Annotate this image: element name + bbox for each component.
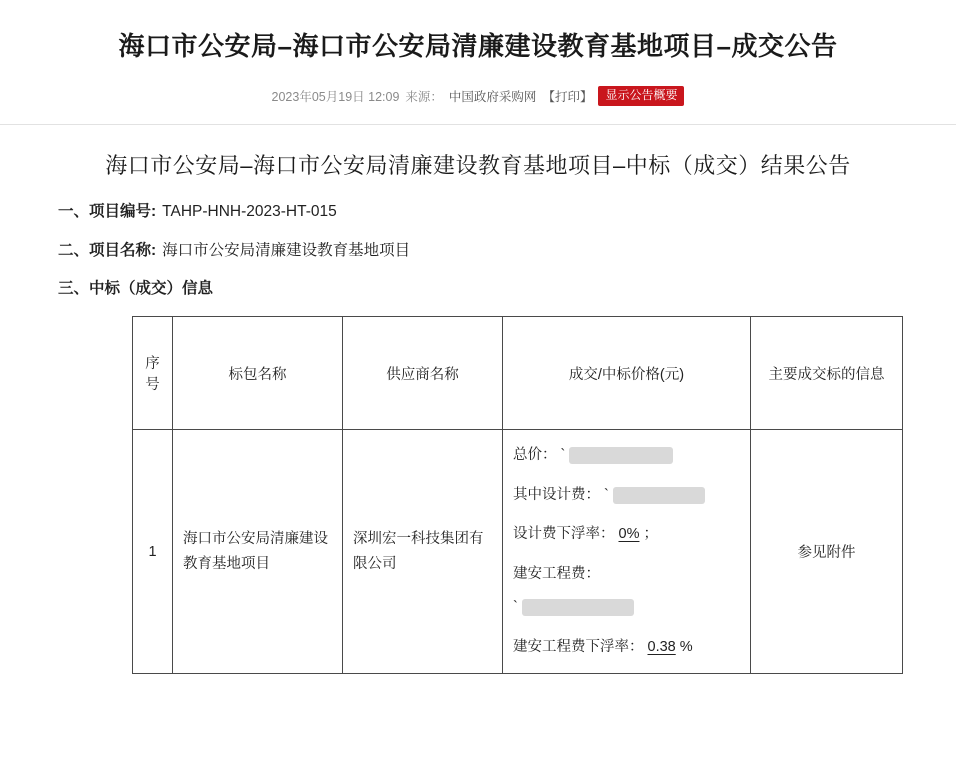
page-content bbox=[0, 151, 956, 674]
show-summary-badge[interactable]: 显示公告概要 bbox=[598, 86, 684, 106]
redacted-total-value bbox=[569, 447, 673, 464]
price-construction-rate-label: 建安工程费下浮率： bbox=[513, 638, 644, 655]
price-construction-row bbox=[513, 561, 740, 622]
col-header-info: 主要成交标的信息 bbox=[751, 317, 903, 430]
price-design-rate-label: 设计费下浮率： bbox=[513, 526, 615, 543]
col-header-no: 序号 bbox=[133, 317, 173, 430]
table-row bbox=[133, 430, 903, 674]
page-title: 海口市公安局–海口市公安局清廉建设教育基地项目–成交公告 bbox=[118, 31, 838, 61]
price-construction-rate-value: 0.38 bbox=[647, 638, 676, 655]
item-label: 二、项目名称: bbox=[58, 241, 157, 259]
col-header-supplier: 供应商名称 bbox=[343, 317, 503, 430]
table-header-row bbox=[133, 317, 903, 430]
source-value: 中国政府采购网 bbox=[448, 90, 537, 105]
source-label: 来源： bbox=[405, 90, 443, 105]
redacted-construction-value bbox=[522, 599, 634, 616]
meta-line bbox=[60, 86, 896, 106]
col-header-price: 成交/中标价格(元) bbox=[503, 317, 751, 430]
price-total-label: 总价： bbox=[513, 447, 557, 464]
page-header bbox=[0, 0, 956, 106]
cell-package-name: 海口市公安局清廉建设教育基地项目 bbox=[173, 430, 343, 674]
price-total-row bbox=[513, 442, 740, 470]
cell-main-info: 参见附件 bbox=[751, 430, 903, 674]
print-link[interactable]: 【打印】 bbox=[542, 90, 593, 105]
item-project-name bbox=[58, 239, 898, 264]
item-value: 海口市公安局清廉建设教育基地项目 bbox=[162, 241, 411, 259]
price-design-rate-suffix: ； bbox=[643, 526, 658, 543]
item-value: TAHP-HNH-2023-HT-015 bbox=[162, 202, 337, 220]
price-design-fee-row bbox=[513, 482, 740, 510]
redaction-tick: ` bbox=[604, 486, 609, 503]
item-award-info bbox=[58, 277, 898, 302]
header-divider bbox=[0, 124, 956, 125]
publish-date: 2023年05月19日 12:09 bbox=[271, 90, 400, 105]
price-design-rate-value: 0% bbox=[618, 526, 640, 543]
price-construction-value-wrap bbox=[513, 594, 740, 622]
section-title: 海口市公安局–海口市公安局清廉建设教育基地项目–中标（成交）结果公告 bbox=[105, 152, 851, 178]
redacted-design-fee-value bbox=[613, 487, 705, 504]
redaction-tick: ` bbox=[513, 599, 518, 616]
item-label: 一、项目编号: bbox=[58, 202, 157, 220]
price-design-fee-label: 其中设计费： bbox=[513, 486, 600, 503]
redaction-tick: ` bbox=[560, 447, 566, 464]
price-construction-rate-row bbox=[513, 634, 740, 662]
cell-row-no: 1 bbox=[133, 430, 173, 674]
col-header-package: 标包名称 bbox=[173, 317, 343, 430]
cell-price-details bbox=[503, 430, 751, 674]
award-result-table bbox=[132, 316, 903, 674]
price-construction-rate-suffix: % bbox=[679, 638, 693, 655]
item-label: 三、中标（成交）信息 bbox=[58, 280, 214, 298]
cell-supplier-name: 深圳宏一科技集团有限公司 bbox=[343, 430, 503, 674]
price-construction-label: 建安工程费： bbox=[513, 565, 600, 582]
price-design-rate-row bbox=[513, 521, 740, 549]
item-project-number bbox=[58, 200, 898, 225]
